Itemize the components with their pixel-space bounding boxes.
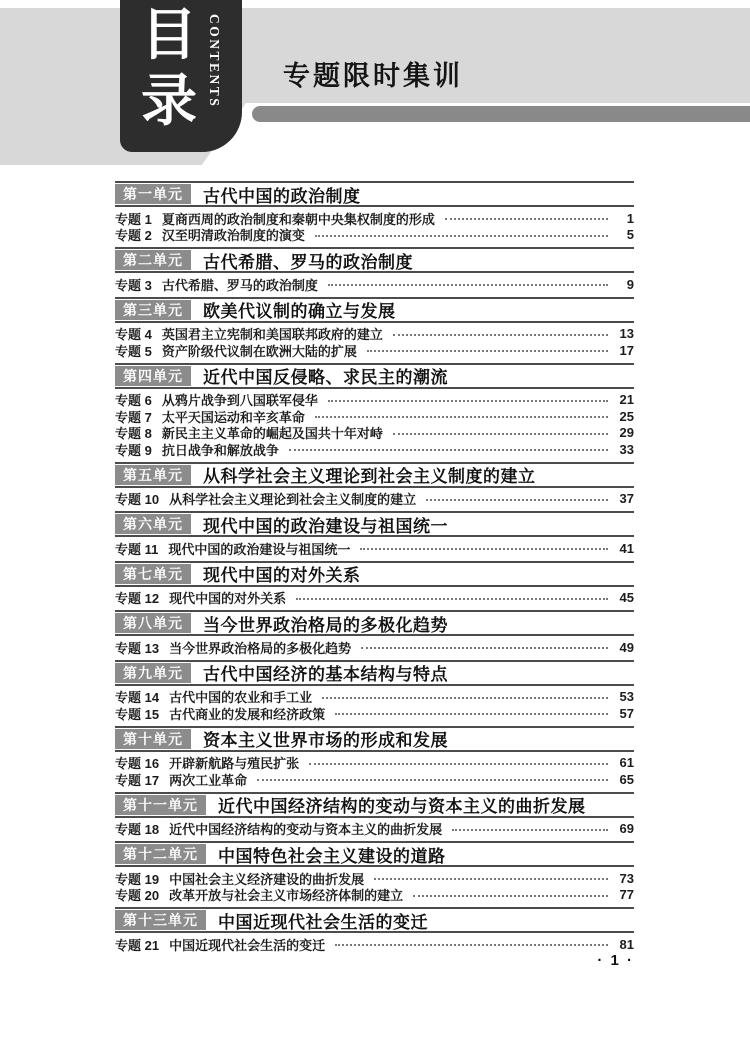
toc-entry — [115, 276, 634, 293]
topic-page-number: 65 — [619, 771, 634, 787]
dot-leader — [296, 598, 608, 600]
dot-leader — [309, 763, 608, 765]
unit-badge: 第四单元 — [115, 366, 191, 386]
unit-title: 中国特色社会主义建设的道路 — [218, 846, 446, 866]
unit-header — [115, 660, 634, 686]
topic-title: 资产阶级代议制在欧洲大陆的扩展 — [161, 343, 357, 359]
topic-page-number: 9 — [626, 276, 634, 292]
topic-title: 从鸦片战争到八国联军侵华 — [161, 393, 318, 409]
topic-page-number: 45 — [619, 590, 634, 606]
unit-badge: 第八单元 — [115, 613, 191, 633]
toc-entry — [115, 705, 634, 722]
topic-page-number: 73 — [619, 870, 634, 886]
dot-leader — [413, 895, 608, 897]
topic-title: 英国君主立宪制和美国联邦政府的建立 — [161, 327, 383, 343]
dot-leader — [452, 829, 608, 831]
toc-entry — [115, 771, 634, 788]
topic-label: 专题 9 — [115, 442, 152, 458]
topic-page-number: 49 — [619, 639, 634, 655]
topic-page-number: 21 — [619, 392, 634, 408]
topic-list — [115, 323, 634, 363]
toc-section — [115, 363, 634, 462]
toc-entry — [115, 540, 634, 557]
dot-leader — [289, 449, 608, 451]
toc-section — [115, 181, 634, 247]
topic-title: 汉至明清政治制度的演变 — [161, 228, 305, 244]
topic-title: 古代中国的农业和手工业 — [169, 690, 313, 706]
unit-badge: 第十三单元 — [115, 910, 206, 930]
toc-entry — [115, 441, 634, 458]
unit-title: 近代中国经济结构的变动与资本主义的曲折发展 — [218, 797, 586, 816]
topic-label: 专题 21 — [115, 937, 160, 953]
topic-page-number: 77 — [619, 887, 634, 903]
topic-label: 专题 2 — [115, 228, 152, 244]
toc-section — [115, 610, 634, 660]
topic-label: 专题 4 — [115, 327, 152, 343]
unit-title: 古代中国的政治制度 — [203, 186, 361, 206]
topic-label: 专题 11 — [115, 541, 159, 557]
dot-leader — [445, 218, 608, 220]
topic-label: 专题 3 — [115, 277, 152, 293]
toc-entry — [115, 755, 634, 772]
toc-section — [115, 297, 634, 363]
topic-title: 中国社会主义经济建设的曲折发展 — [169, 871, 365, 887]
unit-header — [115, 726, 634, 752]
topic-page-number: 29 — [619, 425, 634, 441]
topic-list — [115, 867, 634, 907]
unit-header — [115, 907, 634, 933]
dot-leader — [360, 548, 608, 550]
topic-label: 专题 8 — [115, 426, 152, 442]
topic-label: 专题 13 — [115, 640, 160, 656]
unit-badge: 第十一单元 — [115, 795, 206, 815]
contents-tab-chinese — [140, 2, 198, 133]
unit-header — [115, 841, 634, 867]
unit-title: 当今世界政治格局的多极化趋势 — [203, 615, 448, 635]
toc-entry — [115, 326, 634, 343]
toc-section — [115, 726, 634, 792]
contents-tab-english: CONTENTS — [207, 14, 222, 109]
topic-list — [115, 818, 634, 842]
toc-entry — [115, 392, 634, 409]
toc-entry — [115, 491, 634, 508]
toc-section — [115, 462, 634, 512]
dot-leader — [257, 779, 608, 781]
unit-badge: 第一单元 — [115, 184, 191, 204]
topic-list — [115, 636, 634, 660]
dot-leader — [426, 499, 608, 501]
dot-leader — [335, 713, 608, 715]
topic-page-number: 69 — [619, 821, 634, 837]
topic-list — [115, 587, 634, 611]
dot-leader — [367, 350, 608, 352]
contents-char-2: 录 — [141, 68, 197, 132]
topic-title: 开辟新航路与殖民扩张 — [169, 756, 300, 772]
topic-list — [115, 488, 634, 512]
topic-title: 近代中国经济结构的变动与资本主义的曲折发展 — [169, 822, 443, 838]
unit-badge: 第七单元 — [115, 564, 191, 584]
topic-page-number: 1 — [626, 210, 634, 226]
topic-title: 中国近现代社会生活的变迁 — [169, 937, 326, 953]
unit-title: 古代中国经济的基本结构与特点 — [203, 665, 448, 684]
toc-entry — [115, 821, 634, 838]
contents-char-1: 目 — [141, 3, 197, 66]
topic-label: 专题 20 — [115, 888, 160, 904]
topic-title: 夏商西周的政治制度和秦朝中央集权制度的形成 — [161, 211, 435, 227]
unit-title: 中国近现代社会生活的变迁 — [218, 912, 428, 932]
topic-list — [115, 207, 634, 247]
topic-label: 专题 7 — [115, 409, 152, 425]
dot-leader — [393, 433, 608, 435]
toc-entry — [115, 425, 634, 442]
topic-list — [115, 686, 634, 726]
unit-title: 现代中国的政治建设与祖国统一 — [203, 516, 448, 536]
dot-leader — [393, 334, 608, 336]
topic-page-number: 81 — [619, 936, 634, 952]
topic-title: 现代中国的政治建设与祖国统一 — [168, 541, 351, 557]
toc-entry — [115, 342, 634, 359]
topic-page-number: 17 — [619, 342, 634, 358]
toc-entry — [115, 210, 634, 227]
unit-badge: 第十二单元 — [115, 844, 206, 864]
unit-title: 欧美代议制的确立与发展 — [203, 302, 396, 321]
unit-badge: 第二单元 — [115, 250, 191, 270]
toc-entry — [115, 639, 634, 656]
topic-list — [115, 537, 634, 561]
topic-page-number: 5 — [626, 227, 634, 243]
unit-title: 资本主义世界市场的形成和发展 — [203, 731, 448, 750]
toc-section — [115, 907, 634, 957]
header-accent-bar — [252, 106, 750, 122]
toc-entry — [115, 408, 634, 425]
topic-title: 新民主主义革命的崛起及国共十年对峙 — [161, 426, 383, 442]
page-number: · 1 · — [597, 952, 634, 969]
unit-header — [115, 511, 634, 537]
toc-section — [115, 841, 634, 907]
topic-title: 古代商业的发展和经济政策 — [169, 706, 326, 722]
dot-leader — [361, 647, 608, 649]
topic-title: 两次工业革命 — [169, 772, 248, 788]
topic-title: 现代中国的对外关系 — [169, 591, 287, 607]
toc-entry — [115, 227, 634, 244]
unit-title: 现代中国的对外关系 — [203, 566, 361, 585]
topic-label: 专题 12 — [115, 591, 160, 607]
unit-title: 从科学社会主义理论到社会主义制度的建立 — [203, 467, 536, 486]
unit-header — [115, 462, 634, 488]
toc-section — [115, 660, 634, 726]
unit-header — [115, 792, 634, 818]
unit-badge: 第六单元 — [115, 514, 191, 534]
topic-page-number: 25 — [619, 408, 634, 424]
dot-leader — [328, 400, 608, 402]
topic-label: 专题 14 — [115, 690, 160, 706]
toc-entry — [115, 887, 634, 904]
dot-leader — [315, 235, 608, 237]
unit-badge: 第三单元 — [115, 300, 191, 320]
page-title: 专题限时集训 — [283, 61, 463, 91]
topic-page-number: 13 — [619, 326, 634, 342]
unit-header — [115, 363, 634, 389]
toc-entry — [115, 590, 634, 607]
dot-leader — [322, 697, 608, 699]
topic-page-number: 33 — [619, 441, 634, 457]
topic-label: 专题 6 — [115, 393, 152, 409]
topic-page-number: 41 — [619, 540, 634, 556]
unit-header — [115, 181, 634, 207]
topic-label: 专题 17 — [115, 772, 160, 788]
topic-page-number: 57 — [619, 705, 634, 721]
topic-label: 专题 15 — [115, 706, 160, 722]
topic-list — [115, 389, 634, 462]
unit-title: 古代希腊、罗马的政治制度 — [203, 252, 413, 272]
dot-leader — [315, 416, 608, 418]
topic-list — [115, 752, 634, 792]
topic-label: 专题 10 — [115, 492, 160, 508]
unit-header — [115, 297, 634, 323]
toc-entry — [115, 689, 634, 706]
topic-title: 古代希腊、罗马的政治制度 — [161, 277, 318, 293]
unit-badge: 第九单元 — [115, 663, 191, 683]
topic-title: 当今世界政治格局的多极化趋势 — [169, 640, 352, 656]
unit-header — [115, 247, 634, 273]
unit-title: 近代中国反侵略、求民主的潮流 — [203, 368, 448, 387]
topic-label: 专题 5 — [115, 343, 152, 359]
topic-title: 从科学社会主义理论到社会主义制度的建立 — [169, 492, 417, 508]
toc-section — [115, 792, 634, 842]
toc-section — [115, 247, 634, 297]
topic-title: 抗日战争和解放战争 — [161, 442, 279, 458]
contents-tab — [120, 0, 242, 152]
toc-entry — [115, 936, 634, 953]
topic-page-number: 61 — [619, 755, 634, 771]
topic-page-number: 37 — [619, 491, 634, 507]
topic-label: 专题 16 — [115, 756, 160, 772]
unit-header — [115, 561, 634, 587]
unit-header — [115, 610, 634, 636]
topic-list — [115, 273, 634, 297]
topic-label: 专题 1 — [115, 211, 152, 227]
dot-leader — [374, 878, 608, 880]
topic-title: 改革开放与社会主义市场经济体制的建立 — [169, 888, 404, 904]
topic-page-number: 53 — [619, 689, 634, 705]
dot-leader — [328, 284, 608, 286]
topic-label: 专题 19 — [115, 871, 160, 887]
table-of-contents — [115, 181, 634, 957]
toc-section — [115, 561, 634, 611]
topic-title: 太平天国运动和辛亥革命 — [161, 409, 305, 425]
unit-badge: 第五单元 — [115, 465, 191, 485]
unit-badge: 第十单元 — [115, 729, 191, 749]
toc-entry — [115, 870, 634, 887]
topic-label: 专题 18 — [115, 822, 160, 838]
dot-leader — [335, 944, 608, 946]
toc-section — [115, 511, 634, 561]
